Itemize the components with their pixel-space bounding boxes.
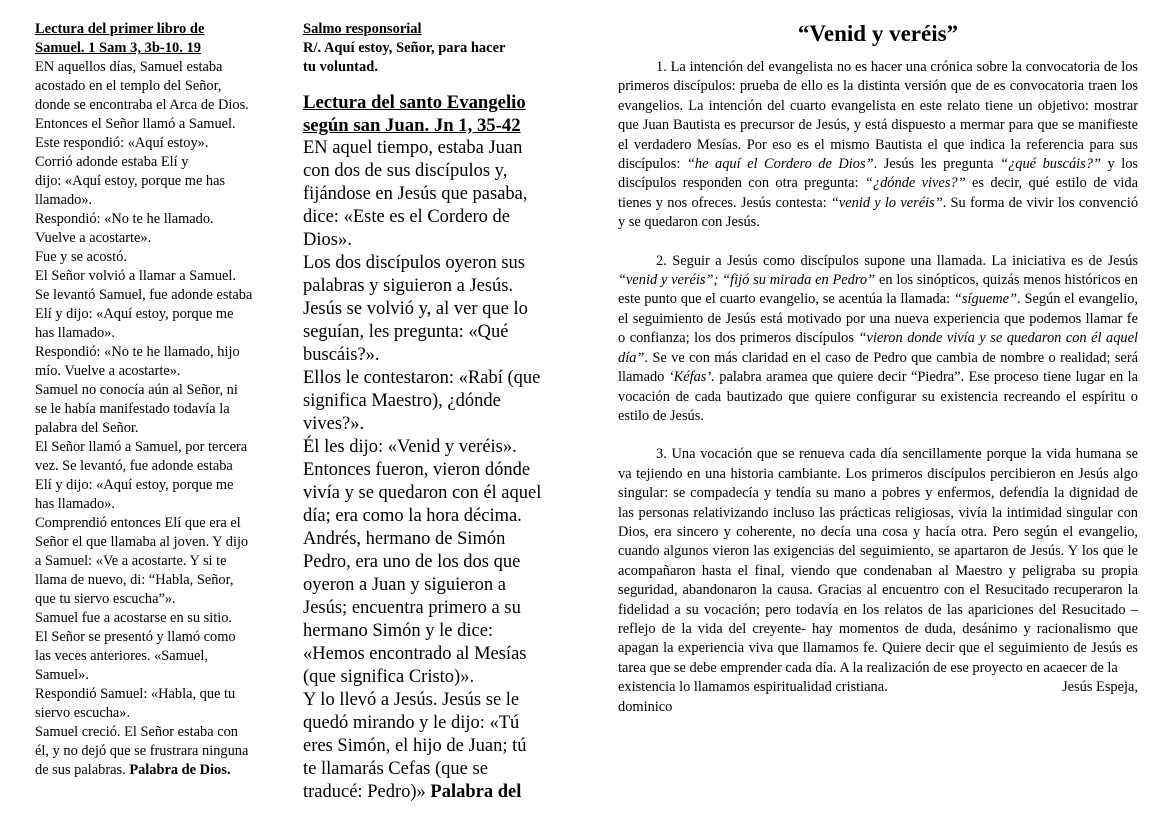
text-line: Se levantó Samuel, fue adonde estaba bbox=[35, 287, 253, 303]
text-line: dijo: «Aquí estoy, porque me has bbox=[35, 173, 226, 189]
text-line: vivía y se quedaron con él aquel bbox=[303, 483, 542, 503]
text-line: Samuel creció. El Señor estaba con bbox=[35, 724, 238, 740]
text-line: acostado en el templo del Señor, bbox=[35, 78, 222, 94]
text-line: te llamarás Cefas (que se bbox=[303, 759, 488, 779]
psalm-response-line: tu voluntad. bbox=[303, 59, 378, 75]
text: . Se ve con más claridad en el caso de Pedro que cambia de nombre o realidad; será llamado bbox=[618, 349, 1138, 386]
psalm-and-gospel bbox=[303, 20, 559, 804]
text-line: palabras y siguieron a Jesús. bbox=[303, 276, 514, 296]
text: y los discípulos responden con otra pregunta: bbox=[618, 156, 1139, 192]
text: . Jesús les pregunta bbox=[873, 156, 1001, 173]
text: . Según el evangelio, el seguimiento de Jesús está motivado por una nueva experiencia que podemos llamar fe o confianza; los dos primeros discípulos bbox=[618, 291, 1138, 347]
text-line: hermano Simón y le dice: bbox=[303, 621, 494, 641]
text-line bbox=[35, 761, 290, 780]
gospel-text bbox=[303, 137, 559, 804]
text-line: palabra del Señor. bbox=[35, 420, 139, 436]
text-line: EN aquel tiempo, estaba Juan bbox=[303, 138, 523, 158]
closing-formula: Palabra de Dios. bbox=[129, 762, 231, 778]
quote: “sígueme” bbox=[953, 291, 1018, 308]
text-line: Andrés, hermano de Simón bbox=[303, 529, 506, 549]
text-line-content: traducé: Pedro)» bbox=[303, 782, 431, 802]
text-line: las veces anteriores. «Samuel, bbox=[35, 648, 209, 664]
text-line: donde se encontraba el Arca de Dios. bbox=[35, 97, 249, 113]
text-line: Respondió Samuel: «Habla, que tu bbox=[35, 686, 236, 702]
quote: “venid y lo veréis” bbox=[830, 194, 943, 211]
psalm-response bbox=[303, 39, 559, 77]
text-line: (que significa Cristo)». bbox=[303, 667, 475, 687]
text-line: has llamado». bbox=[35, 325, 115, 341]
text-line: mío. Vuelve a acostarte». bbox=[35, 363, 181, 379]
text-line: has llamado». bbox=[35, 496, 115, 512]
first-reading-text bbox=[35, 58, 290, 780]
text-line: oyeron a Juan y siguieron a bbox=[303, 575, 506, 595]
heading-line: Lectura del primer libro de bbox=[35, 21, 205, 37]
text-line: EN aquellos días, Samuel estaba bbox=[35, 59, 223, 75]
text-line: Jesús se volvió y, al ver que lo bbox=[303, 299, 528, 319]
text-line: él, y no dejó que se frustrara ninguna bbox=[35, 743, 249, 759]
text-line: El Señor se presentó y llamó como bbox=[35, 629, 236, 645]
text-line: quedó mirando y le dijo: «Tú bbox=[303, 713, 520, 733]
text-line: eres Simón, el hijo de Juan; tú bbox=[303, 736, 527, 756]
text-line: Samuel no conocía aún al Señor, ni bbox=[35, 382, 238, 398]
paragraph-3 bbox=[618, 445, 1138, 717]
author-name: Jesús Espeja, bbox=[1062, 679, 1138, 696]
gospel-heading bbox=[303, 91, 559, 137]
text-line: Él les dijo: «Venid y veréis». bbox=[303, 437, 517, 457]
text-line: Jesús; encuentra primero a su bbox=[303, 598, 521, 618]
quote: “venid y veréis”; “fijó su mirada en Pedro” bbox=[618, 272, 876, 289]
text: es decir, qué estilo de vida tienes y nos ofreces. Jesús contesta: bbox=[618, 175, 1138, 211]
text: palabra aramea que quiere decir “Piedra”. Ese proceso tiene lugar en la vocación de cada bautizado que quiere configurar su existencia recreando el espíritu o estilo de Jesús. bbox=[618, 369, 1138, 424]
text-line: Samuel». bbox=[35, 667, 89, 683]
reflection-title: “Venid y veréis” bbox=[797, 21, 959, 46]
text-line: a Samuel: «Ve a acostarte. Y si te bbox=[35, 553, 227, 569]
author-order: dominico bbox=[618, 698, 673, 715]
text-line: seguían, les pregunta: «Qué bbox=[303, 322, 509, 342]
text-line-content: de sus palabras. bbox=[35, 762, 130, 778]
heading-line: Samuel. 1 Sam 3, 3b-10. 19 bbox=[35, 40, 201, 56]
quote: “¿qué buscáis?” bbox=[1000, 156, 1101, 173]
text-line: Pedro, era uno de los dos que bbox=[303, 552, 521, 572]
quote: “¿dónde vives?” bbox=[864, 175, 966, 192]
text-line: siervo escucha». bbox=[35, 705, 131, 721]
text: 2. Seguir a Jesús como discípulos supone una llamada. La iniciativa es de Jesús bbox=[656, 252, 1138, 269]
text-line: Los dos discípulos oyeron sus bbox=[303, 253, 525, 273]
first-reading-heading bbox=[35, 20, 290, 58]
heading-line: según san Juan. Jn 1, 35-42 bbox=[303, 115, 521, 136]
text-line: Corrió adonde estaba Elí y bbox=[35, 154, 189, 170]
text-line: El Señor llamó a Samuel, por tercera bbox=[35, 439, 248, 455]
text-line: buscáis?». bbox=[303, 345, 380, 365]
text-line: Señor el que llamaba al joven. Y dijo bbox=[35, 534, 249, 550]
text-line: Vuelve a acostarte». bbox=[35, 230, 152, 246]
text-line: que tu siervo escucha”». bbox=[35, 591, 176, 607]
text-line: dice: «Este es el Cordero de bbox=[303, 207, 511, 227]
text-line: Ellos le contestaron: «Rabí (que bbox=[303, 368, 541, 388]
text-line: vives?». bbox=[303, 414, 365, 434]
text-line: Entonces fueron, vieron dónde bbox=[303, 460, 531, 480]
text-line: Y lo llevó a Jesús. Jesús se le bbox=[303, 690, 520, 710]
text-line: Entonces el Señor llamó a Samuel. bbox=[35, 116, 236, 132]
text-line: se le había manifestado todavía la bbox=[35, 401, 230, 417]
text-line: Elí y dijo: «Aquí estoy, porque me bbox=[35, 477, 234, 493]
text-line bbox=[303, 781, 559, 804]
text-line: Respondió: «No te he llamado, hijo bbox=[35, 344, 240, 360]
psalm-response-line: R/. Aquí estoy, Señor, para hacer bbox=[303, 40, 506, 56]
text-line: Samuel fue a acostarse en su sitio. bbox=[35, 610, 233, 626]
text-line: Fue y se acostó. bbox=[35, 249, 127, 265]
text-line: El Señor volvió a llamar a Samuel. bbox=[35, 268, 237, 284]
text-line: vez. Se levantó, fue adonde estaba bbox=[35, 458, 233, 474]
text: 1. La intención del evangelista no es hacer una crónica sobre la convocatoria de los primeros discípulos: prueba de ello es la distinta versión que de es convocatoria traen los evangelios. La intención del cuarto evangelista en este relato tiene un objetivo: mostrar que Juan Bautista es precursor de Jesús, y está dispuesto a mermar para que se manifieste el verdadero Mesías. Por eso es el mismo Bautista el que indica la referencia para sus discípulos: bbox=[618, 59, 1138, 173]
paragraph-1 bbox=[618, 58, 1138, 233]
closing-formula: Palabra del bbox=[430, 782, 522, 802]
quote: “vieron donde vivía y se quedaron con él aquel día” bbox=[618, 330, 1138, 366]
text-line: llamado». bbox=[35, 192, 93, 208]
text-line: Este respondió: «Aquí estoy». bbox=[35, 135, 209, 151]
paragraph-3-end: existencia lo llamamos espiritualidad cristiana. bbox=[618, 679, 888, 696]
psalm-heading: Salmo responsorial bbox=[303, 21, 422, 37]
first-reading bbox=[35, 20, 290, 780]
paragraph-3-body: 3. Una vocación que se renueva cada día sencillamente porque la vida humana se va tejiendo en una historia cambiante. Los primeros discípulos percibieron en Jesús algo singular: se compadecía y tendía su mano a pobres y enfermos, defendía la dignidad de las personas relativizando incluso las prácticas religiosas, vivía la intimidad singular con Dios, era sincero y coherente, no decía una cosa y hacía otra. Pero según el evangelio, cuando algunos vieron las exigencias del seguimiento, se apartaron de Jesús. Y los que le acompañaron hasta el final, viendo que condenaban al Maestro y peligraba su propia seguridad, abandonaron la causa. Gracias al encuentro con el Resucitado recuperaron la fidelidad a su vocación; pero todavía en los relatos de las apariciones del Resucitado – reflejo de la vida del creyente- hay momentos de duda, desánimo y racionalismo que apagan la experiencia viva que llamamos fe. Quiere decir que el seguimiento de Jesús es tarea que se debe emprender cada día. A la realización de ese proyecto en acaecer de la bbox=[618, 446, 1138, 676]
quote: ‘Kéfas’. bbox=[668, 369, 715, 386]
quote: “he aquí el Cordero de Dios” bbox=[686, 156, 874, 173]
text: en los sinópticos, quizás menos históricos en este punto que el cuarto evangelio, se acentúa la llamada: bbox=[618, 272, 1138, 308]
heading-line: Lectura del santo Evangelio bbox=[303, 92, 526, 113]
text-line: Elí y dijo: «Aquí estoy, porque me bbox=[35, 306, 234, 322]
text-line: llama de nuevo, di: “Habla, Señor, bbox=[35, 572, 234, 588]
text-line: Respondió: «No te he llamado. bbox=[35, 211, 214, 227]
reflection bbox=[618, 20, 1138, 717]
paragraph-3-last-line bbox=[618, 678, 1138, 697]
text: . Su forma de vivir los convenció y se quedaron con Jesús. bbox=[618, 194, 1139, 231]
text-line: «Hemos encontrado al Mesías bbox=[303, 644, 527, 664]
text-line: Dios». bbox=[303, 230, 352, 250]
text-line: significa Maestro), ¿dónde bbox=[303, 391, 501, 411]
text-line: día; era como la hora décima. bbox=[303, 506, 522, 526]
paragraph-2 bbox=[618, 252, 1138, 427]
text-line: fijándose en Jesús que pasaba, bbox=[303, 184, 528, 204]
text-line: Comprendió entonces Elí que era el bbox=[35, 515, 241, 531]
text-line: con dos de sus discípulos y, bbox=[303, 161, 508, 181]
